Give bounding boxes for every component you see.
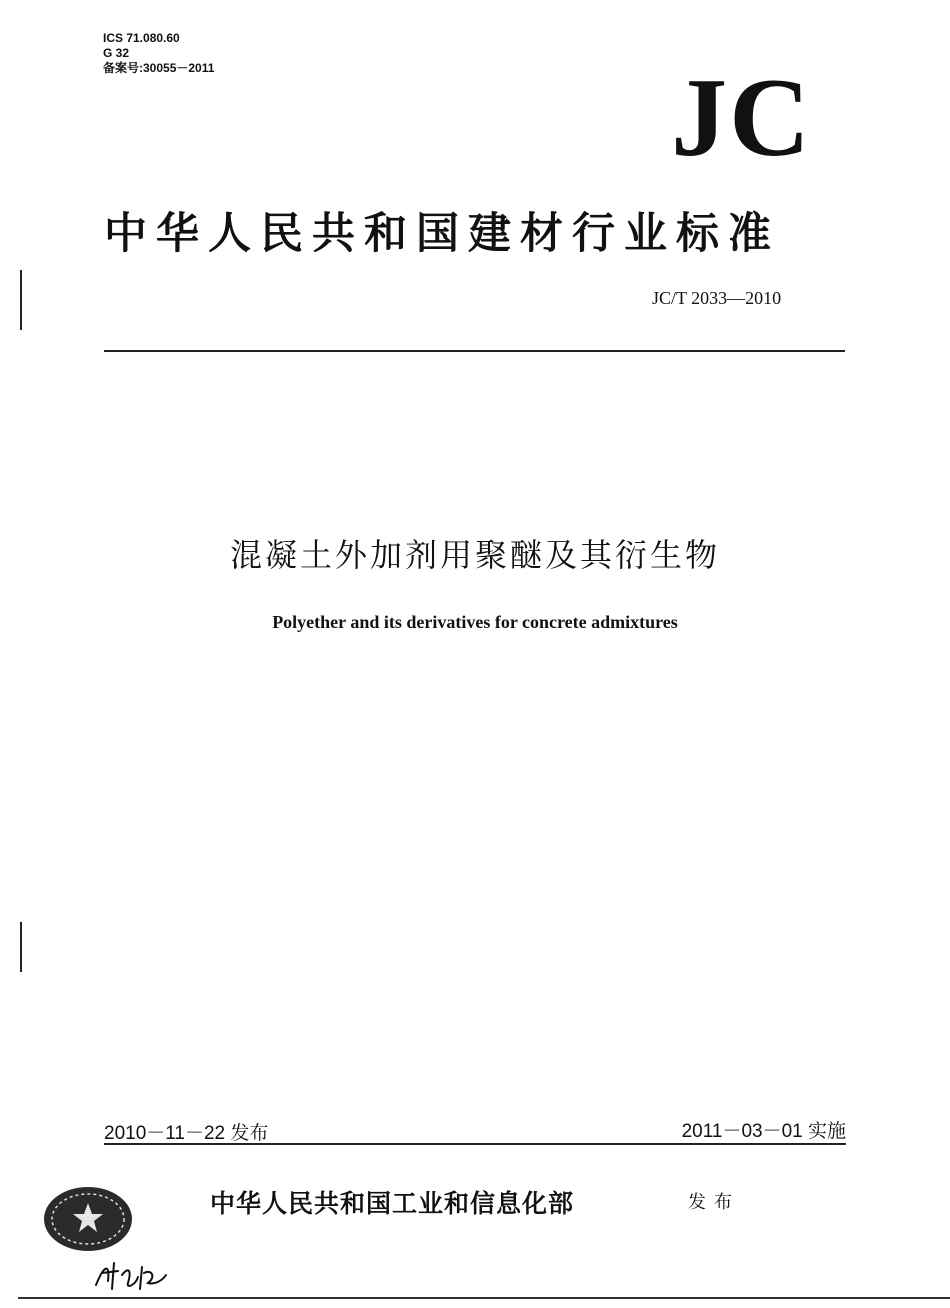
- publish-label: 发布: [688, 1192, 740, 1213]
- official-seal-icon: [40, 1183, 136, 1255]
- document-title-english: Polyether and its derivatives for concrete admixtures: [272, 612, 678, 632]
- margin-mark-middle: [20, 922, 22, 972]
- filing-number: 备案号:30055－2011: [103, 61, 215, 75]
- standard-number: JC/T 2033—2010: [652, 288, 782, 308]
- publisher-name: 中华人民共和国工业和信息化部: [210, 1189, 575, 1218]
- jc-logo: JC: [671, 56, 812, 180]
- page-bottom-edge: [18, 1297, 950, 1299]
- ics-code: ICS 71.080.60: [103, 31, 180, 45]
- footer-divider: [104, 1143, 846, 1145]
- standard-type-heading: 中华人民共和国建材行业标准: [104, 209, 780, 259]
- signature-icon: [92, 1255, 172, 1295]
- margin-mark-top: [20, 270, 22, 330]
- ccs-code: G 32: [103, 46, 130, 60]
- header-divider: [104, 350, 845, 352]
- document-title-chinese: 混凝土外加剂用聚醚及其衍生物: [229, 536, 720, 574]
- implementation-date: 2011－03－01 实施: [681, 1121, 846, 1142]
- classification-block: [103, 31, 214, 76]
- issue-date: 2010－11－22 发布: [104, 1123, 269, 1144]
